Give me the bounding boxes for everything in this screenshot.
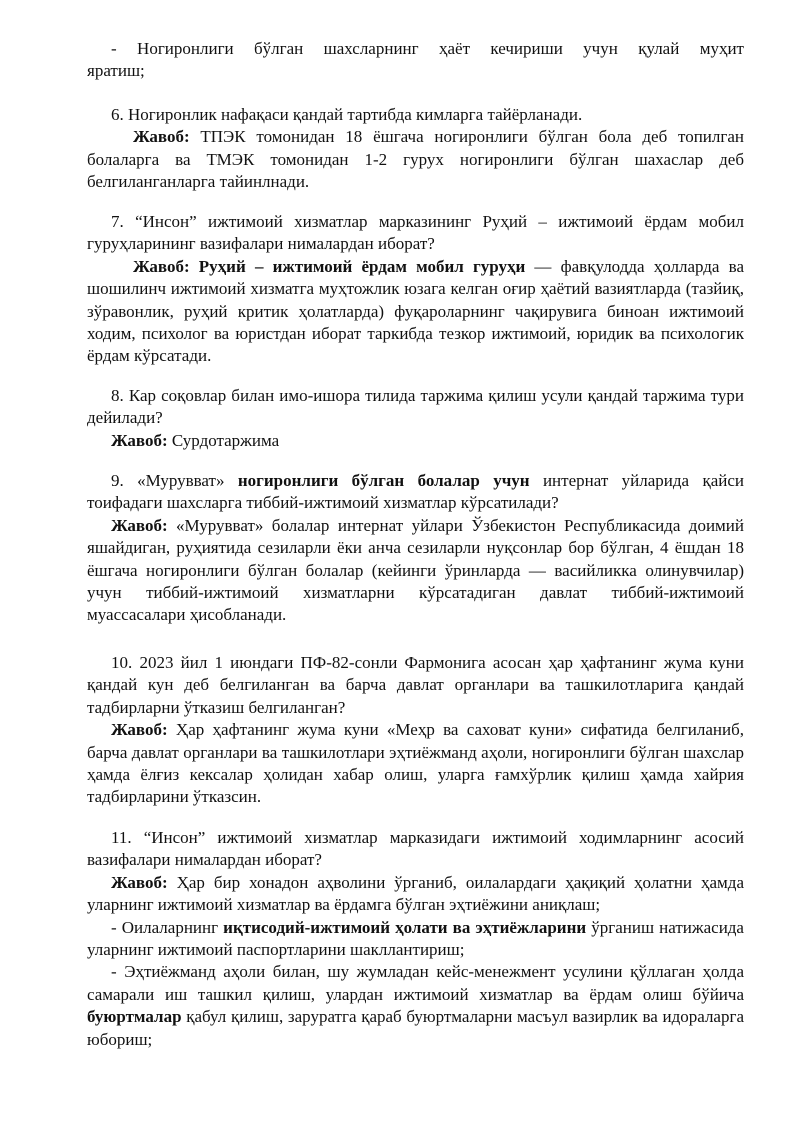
bullet-1-post: ўрганиш натижасида уларнинг ижтимоий паспортларини шакллантириш;: [87, 917, 744, 960]
bullet-2-bold: буюртмалар: [87, 1007, 182, 1027]
question-9-post: интернат уйларида қайси тоифадаги шахсларга тиббий-ижтимоий хизматлар кўрсатилади?: [87, 471, 744, 513]
answer-8-text: Сурдотаржима: [167, 430, 280, 450]
question-9-block: [87, 470, 744, 627]
question-11: 11. “Инсон” ижтимоий хизматлар марказидаги ижтимоий ходимларнинг асосий вазифалари нималардан иборат?: [87, 828, 744, 870]
answer-6-text: ТПЭК томонидан 18 ёшгача ногиронлиги бўлган бола деб топилган болаларга ва ТМЭК томонидан 1-2 гурух ногиронлиги бўлган шахаслар деб белгиланганларга тайинлнади.: [87, 127, 744, 192]
answer-7-text: — фавқулодда ҳолларда ва шошилинч ижтимоий хизматга муҳтожлик юзага келган оғир ҳаётий вазиятларда (тазйиқ, зўравонлик, руҳий критик ҳолатларда) фуқароларнинг чақирувига биноан ижтимоий ходим, психолог ва юристдан иборат таркибда тезкор ижтимоий, юридик ва психологик ёрдам кўрсатади.: [87, 256, 745, 366]
answer-9: [87, 515, 744, 627]
bullet-2-post: қабул қилиш, заруратга қараб буюртмаларни масъул вазирлик ва идораларга юбориш;: [87, 1007, 744, 1049]
bullet-line-2: яратиш;: [87, 61, 145, 81]
question-6: 6. Ногиронлик нафақаси қандай тартибда кимларга тайёрланади.: [111, 105, 583, 124]
answer-9-text: «Мурувват» болалар интернат уйлари Ўзбекистон Республикасида доимий яшайдиган, руҳиятида сезиларли ёки анча сезиларли нуқсонлар бор бўлган, 4 ёшдан 18 ёшгача ногиронлиги бўлган болалар (кейинги ўринларда — васийликка олинувчилар) учун тиббий-ижтимоий хизматларни кўрсатадиган давлат тиббий-ижтимоий муассасалари ҳисобланади.: [87, 515, 744, 625]
question-7: 7. “Инсон” ижтимоий хизматлар марказининг Руҳий – ижтимоий ёрдам мобил гуруҳларининг вазифалари нималардан иборат?: [87, 212, 744, 254]
answer-11-label: Жавоб:: [111, 872, 168, 892]
question-6-block: [87, 104, 744, 194]
bullet-2-pre: - Эҳтиёжманд аҳоли билан, шу жумладан кейс-менежмент усулини қўллаган ҳолда самарали иш ташкил қилиш, улардан ижтимоий хизматлар ва ёрдам олиш бўйича: [87, 962, 744, 1004]
answer-6: [87, 126, 744, 193]
bullet-intro: [87, 38, 744, 83]
answer-11: [87, 872, 744, 917]
bullet-1-pre: - Оилаларнинг: [111, 917, 224, 937]
question-10: 10. 2023 йил 1 июндаги ПФ-82-сонли Фармонига асосан ҳар ҳафтанинг жума куни қандай кун деб белгиланган ва барча давлат органлари ва ташкилотларига қандай тадбирларни ўтказиш белгиланган?: [87, 653, 744, 717]
question-9-pre: 9. «Мурувват»: [111, 471, 238, 490]
answer-10-text: Ҳар ҳафтанинг жума куни «Меҳр ва саховат куни» сифатида белгиланиб, барча давлат органлари ва ташкилотлари эҳтиёжманд аҳоли, ногиронлиги бўлган шахслар ҳамда ёлғиз кексалар ҳолидан хабар олиш, уларга ғамхўрлик қилиш ҳамда хайрия тадбирларини ўтказсин.: [87, 720, 744, 807]
answer-11-bullet-2: [87, 961, 744, 1051]
answer-6-label: Жавоб:: [133, 127, 190, 147]
bullet-line-1: - Ногиронлиги бўлган шахсларнинг ҳаёт кечириши учун қулай муҳит: [111, 39, 744, 58]
question-11-block: [87, 827, 744, 1051]
question-7-block: [87, 211, 744, 368]
question-8-block: [87, 385, 744, 452]
answer-10: [87, 719, 744, 809]
answer-8-label: Жавоб:: [111, 430, 168, 450]
answer-11-bullet-1: [87, 917, 744, 962]
question-9: [87, 470, 744, 515]
answer-7: [87, 256, 744, 368]
answer-10-label: Жавоб:: [111, 720, 168, 740]
answer-9-label: Жавоб:: [111, 515, 168, 535]
question-10-block: [87, 652, 744, 809]
answer-11-text: Ҳар бир хонадон аҳволини ўрганиб, оилалардаги ҳақиқий ҳолатни ҳамда уларнинг ижтимоий хизматлар ва ёрдамга бўлган эҳтиёжини аниқлаш;: [87, 872, 744, 915]
answer-7-label: Жавоб: Руҳий – ижтимоий ёрдам мобил гуруҳи: [133, 256, 526, 276]
bullet-1-bold: иқтисодий-ижтимоий ҳолати ва эҳтиёжларини: [223, 917, 587, 937]
question-9-bold: ногиронлиги бўлган болалар учун: [237, 471, 530, 490]
answer-8: [87, 430, 744, 452]
question-8: 8. Кар соқовлар билан имо-ишора тилида таржима қилиш усули қандай таржима тури дейилади?: [87, 386, 744, 428]
